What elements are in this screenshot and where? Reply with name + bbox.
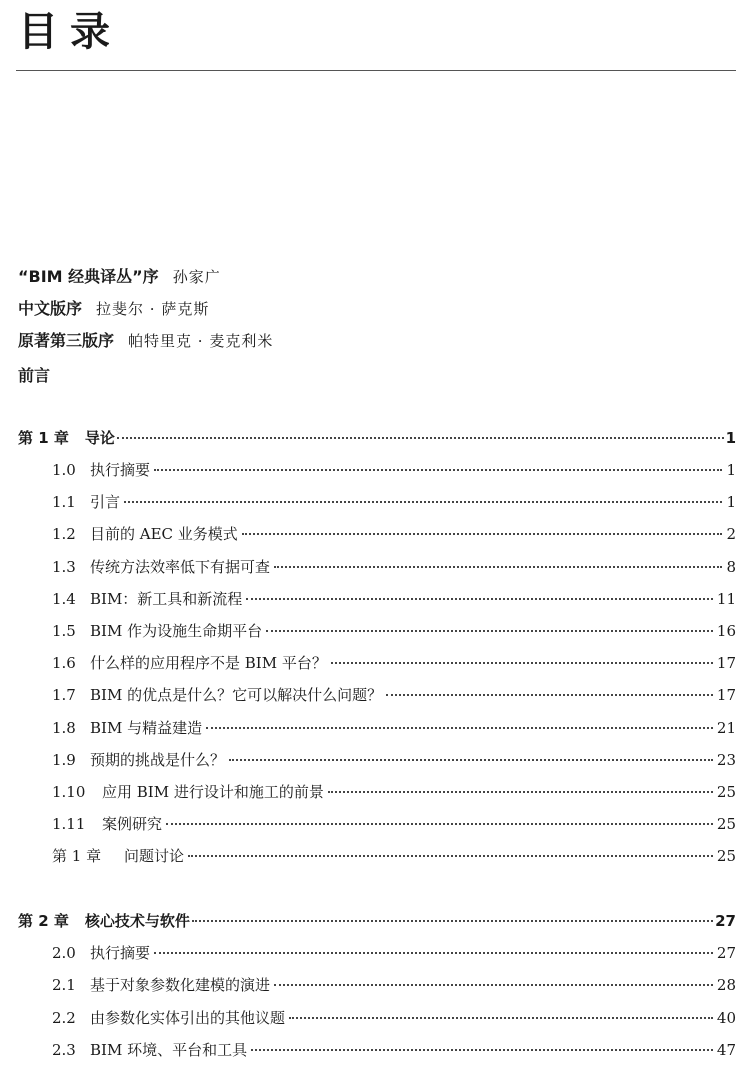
section-title: 执行摘要 <box>90 944 151 962</box>
page-number: 28 <box>716 976 736 994</box>
section-title: BIM 作为设施生命期平台 <box>90 622 263 640</box>
front-matter-label: 前言 <box>18 366 51 385</box>
toc-section[interactable] <box>52 718 736 738</box>
dot-leader <box>154 951 713 954</box>
toc-section[interactable] <box>52 814 736 834</box>
toc-section[interactable] <box>52 943 736 963</box>
toc-section[interactable] <box>52 1040 736 1060</box>
dot-leader <box>251 1048 713 1051</box>
section-title: 基于对象参数化建模的演进 <box>90 976 271 994</box>
section-number: 2.0 <box>52 944 76 962</box>
section-title: 问题讨论 <box>124 847 185 865</box>
toc-section[interactable] <box>52 750 736 770</box>
front-matter-item[interactable] <box>18 267 221 288</box>
title-divider <box>16 70 736 71</box>
page-title: 目录 <box>18 9 122 55</box>
toc-section[interactable] <box>52 524 736 544</box>
section-title: 执行摘要 <box>90 461 151 479</box>
page-number: 25 <box>716 783 736 801</box>
section-title: BIM：新工具和新流程 <box>90 590 243 608</box>
chapter-number: 第 1 章 <box>18 429 69 447</box>
section-number: 1.9 <box>52 751 76 769</box>
section-title: 什么样的应用程序不是 BIM 平台？ <box>90 654 327 672</box>
dot-leader <box>289 1016 713 1019</box>
section-number: 1.10 <box>52 783 86 801</box>
page-number: 17 <box>716 654 736 672</box>
page-number: 27 <box>716 944 736 962</box>
page-number: 25 <box>716 847 736 865</box>
section-number: 1.1 <box>52 493 76 511</box>
toc-section[interactable] <box>52 589 736 609</box>
toc-section[interactable] <box>52 685 736 705</box>
section-number: 2.1 <box>52 976 76 994</box>
dot-leader <box>242 532 723 535</box>
section-number: 第 1 章 <box>52 847 102 865</box>
toc-section[interactable] <box>52 557 736 577</box>
page-number: 21 <box>716 719 736 737</box>
dot-leader <box>229 758 713 761</box>
front-matter-item[interactable] <box>18 299 209 320</box>
front-matter-label: 原著第三版序 <box>18 331 115 350</box>
page-number: 1 <box>726 461 736 479</box>
section-number: 1.2 <box>52 525 76 543</box>
page-number: 1 <box>725 429 736 447</box>
page-number: 8 <box>726 558 736 576</box>
page-number: 40 <box>716 1009 736 1027</box>
section-title: BIM 环境、平台和工具 <box>90 1041 248 1059</box>
section-number: 1.4 <box>52 590 76 608</box>
dot-leader <box>124 500 722 503</box>
section-number: 1.7 <box>52 686 76 704</box>
section-title: BIM 的优点是什么？它可以解决什么问题？ <box>90 686 383 704</box>
toc-chapter-1[interactable] <box>18 428 736 448</box>
page-number: 25 <box>716 815 736 833</box>
section-number: 1.3 <box>52 558 76 576</box>
front-matter-author: 孙家广 <box>172 268 221 286</box>
page-number: 27 <box>715 912 736 930</box>
toc-section[interactable] <box>52 846 736 866</box>
dot-leader <box>188 854 713 857</box>
page-number: 2 <box>726 525 736 543</box>
dot-leader <box>386 693 713 696</box>
toc-section[interactable] <box>52 653 736 673</box>
dot-leader <box>266 629 713 632</box>
toc-section[interactable] <box>52 460 736 480</box>
toc-section[interactable] <box>52 492 736 512</box>
dot-leader <box>206 726 713 729</box>
dot-leader <box>246 597 713 600</box>
section-title: 案例研究 <box>102 815 163 833</box>
toc-section[interactable] <box>52 621 736 641</box>
section-title: 传统方法效率低下有据可查 <box>90 558 271 576</box>
front-matter-item[interactable] <box>18 331 273 352</box>
page-number: 16 <box>716 622 736 640</box>
chapter-title: 核心技术与软件 <box>84 912 190 930</box>
front-matter-label: 中文版序 <box>18 299 83 318</box>
section-number: 1.8 <box>52 719 76 737</box>
section-number: 1.0 <box>52 461 76 479</box>
section-number: 1.5 <box>52 622 76 640</box>
chapter-number: 第 2 章 <box>18 912 69 930</box>
front-matter-label: “BIM 经典译丛”序 <box>18 267 159 286</box>
dot-leader <box>274 565 722 568</box>
section-title: 目前的 AEC 业务模式 <box>90 525 238 543</box>
dot-leader <box>331 661 713 664</box>
front-matter-author: 帕特里克 · 麦克利米 <box>128 332 274 350</box>
section-number: 2.2 <box>52 1009 76 1027</box>
toc-section[interactable] <box>52 975 736 995</box>
toc-chapter-2[interactable] <box>18 911 736 931</box>
section-title: 引言 <box>90 493 121 511</box>
section-number: 2.3 <box>52 1041 76 1059</box>
section-title: BIM 与精益建造 <box>90 719 203 737</box>
page-number: 47 <box>716 1041 736 1059</box>
page-number: 17 <box>716 686 736 704</box>
dot-leader <box>117 436 724 439</box>
front-matter-item[interactable] <box>18 366 50 387</box>
dot-leader <box>274 983 713 986</box>
page-number: 11 <box>716 590 736 608</box>
section-number: 1.11 <box>52 815 86 833</box>
front-matter-author: 拉斐尔 · 萨克斯 <box>96 300 210 318</box>
section-title: 应用 BIM 进行设计和施工的前景 <box>102 783 324 801</box>
section-title: 由参数化实体引出的其他议题 <box>90 1009 286 1027</box>
toc-section[interactable] <box>52 782 736 802</box>
dot-leader <box>166 822 713 825</box>
chapter-title: 导论 <box>84 429 115 447</box>
page-number: 1 <box>726 493 736 511</box>
page-number: 23 <box>716 751 736 769</box>
section-number: 1.6 <box>52 654 76 672</box>
dot-leader <box>328 790 713 793</box>
dot-leader <box>192 919 713 922</box>
dot-leader <box>154 468 722 471</box>
section-title: 预期的挑战是什么？ <box>90 751 226 769</box>
toc-section[interactable] <box>52 1008 736 1028</box>
